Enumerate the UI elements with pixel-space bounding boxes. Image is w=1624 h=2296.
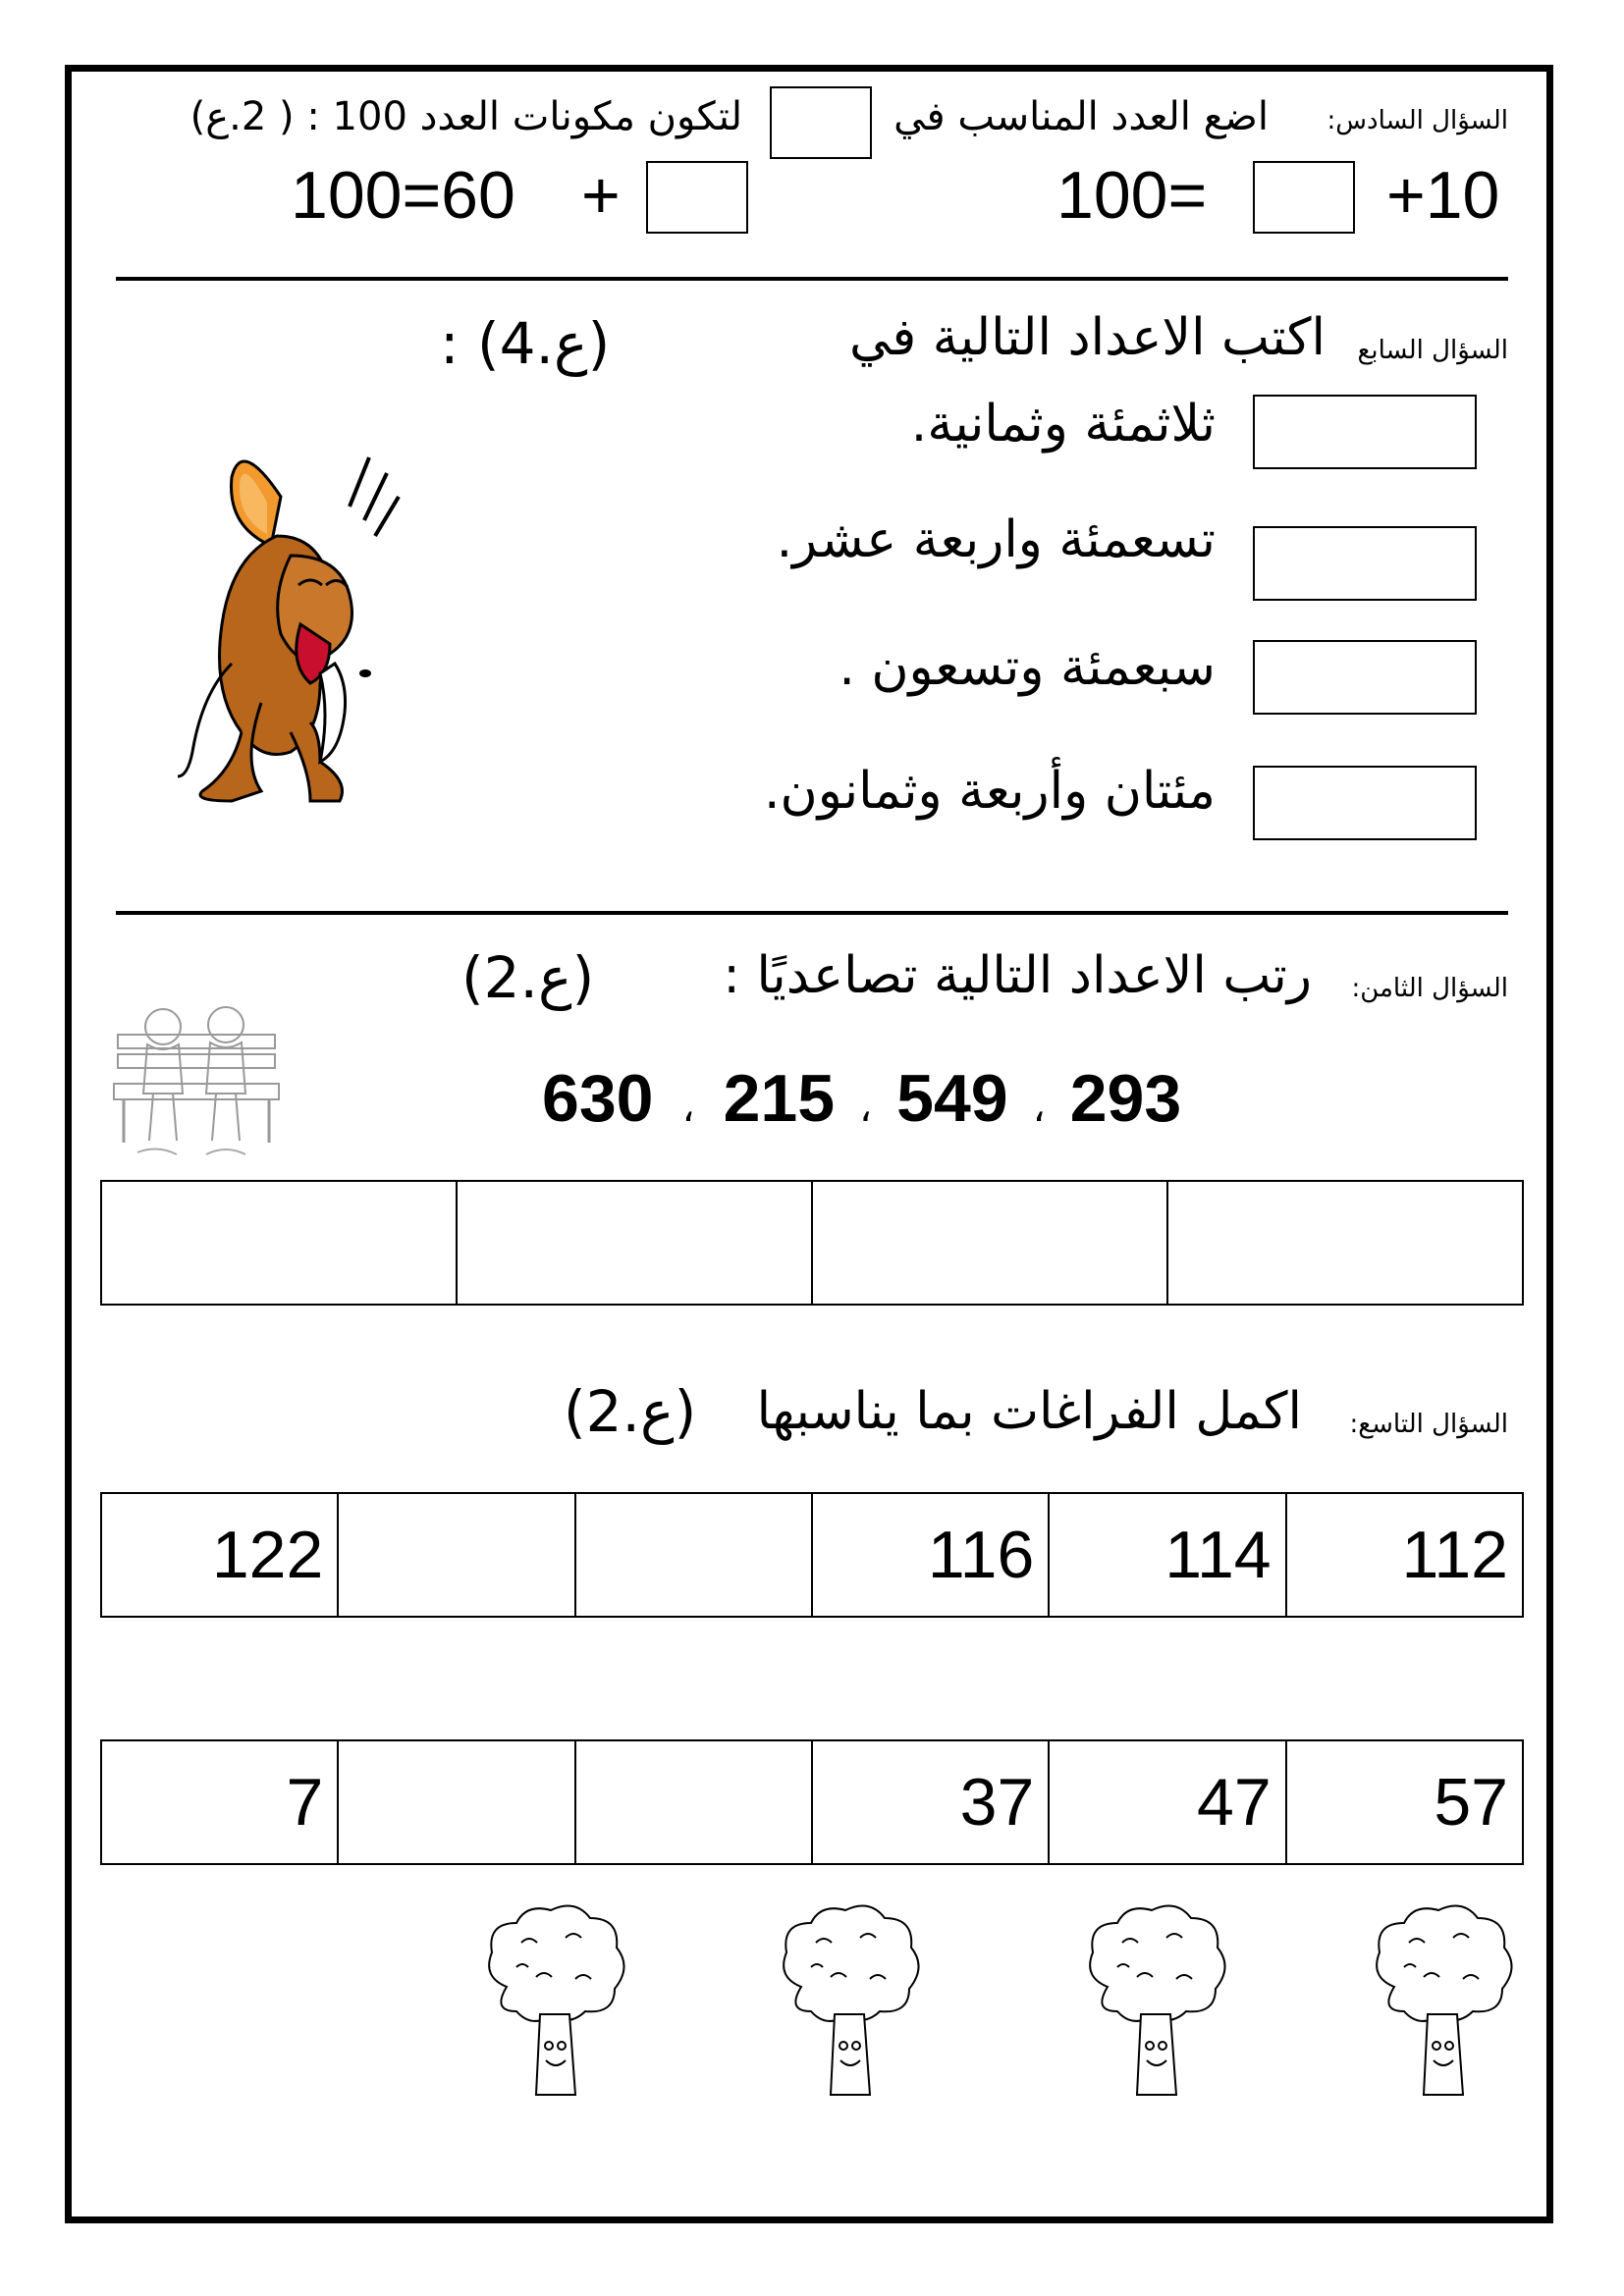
q9-row2-value: 7: [286, 1765, 324, 1840]
q7-answer-box-4[interactable]: [1253, 766, 1477, 840]
q9-row2-value: 37: [959, 1765, 1035, 1840]
q6-eq1-left: 100=: [1056, 158, 1208, 233]
q6-answer-box-1[interactable]: [1253, 161, 1355, 234]
q9-row1-cell[interactable]: [811, 1494, 1048, 1616]
q8-answer-cell[interactable]: [102, 1182, 456, 1304]
q9-row1-value: 114: [1164, 1518, 1272, 1592]
q9-row2-cell[interactable]: [574, 1741, 811, 1863]
tree-icon: [1365, 1898, 1522, 2105]
q6-instruction-a: اضع العدد المناسب في: [893, 94, 1269, 139]
tree-icon: [772, 1898, 929, 2105]
q6-answer-box-top[interactable]: [770, 86, 872, 159]
q9-score: (2.ع): [564, 1378, 697, 1445]
q8-separator-1: ،: [681, 1086, 695, 1131]
q7-answer-box-2[interactable]: [1253, 526, 1477, 601]
q8-answer-cell[interactable]: [811, 1182, 1166, 1304]
q7-answer-box-1[interactable]: [1253, 395, 1477, 469]
q7-item-1: ثلاثمئة وثمانية.: [910, 395, 1216, 454]
q8-number-4: 293: [1069, 1061, 1182, 1136]
q8-instruction: رتب الاعداد التالية تصاعديًا :: [723, 946, 1312, 1005]
q9-row1-cell[interactable]: [1048, 1494, 1284, 1616]
q8-number-1: 630: [542, 1061, 654, 1136]
divider-2: [116, 911, 1508, 915]
q6-label: السؤال السادس:: [1326, 106, 1508, 135]
q9-row1-cell[interactable]: [574, 1494, 811, 1616]
q7-score: : (4.ع): [440, 310, 611, 377]
q9-row1-cell[interactable]: [102, 1494, 337, 1616]
q9-sequence-row-2: [100, 1739, 1524, 1865]
q9-row2-cell[interactable]: [1285, 1741, 1522, 1863]
q9-row2-cell[interactable]: [811, 1741, 1048, 1863]
q8-number-list: [542, 1060, 1181, 1137]
q8-answer-cell[interactable]: [1166, 1182, 1522, 1304]
q8-label: السؤال الثامن:: [1351, 974, 1508, 1003]
q7-item-3: سبعمئة وتسعون .: [839, 638, 1216, 697]
q7-answer-box-3[interactable]: [1253, 640, 1477, 715]
q6-answer-box-2[interactable]: [646, 161, 748, 234]
q9-sequence-row-1: [100, 1492, 1524, 1618]
cartoon-mouse-icon: [173, 438, 418, 830]
q9-row1-value: 116: [927, 1518, 1035, 1592]
q9-row1-value: 122: [211, 1518, 324, 1592]
q7-label: السؤال السابع: [1357, 336, 1508, 365]
tree-icon: [1078, 1898, 1235, 2105]
q6-eq2-left: 100=60: [291, 158, 515, 233]
q9-row2-cell[interactable]: [337, 1741, 573, 1863]
children-on-bench-icon: [98, 976, 295, 1168]
q7-instruction: اكتب الاعداد التالية في: [848, 308, 1326, 367]
q8-separator-3: ،: [1032, 1086, 1046, 1131]
q7-item-4: مئتان وأربعة وثمانون.: [764, 762, 1216, 821]
q7-item-2: تسعمئة واربعة عشر.: [776, 510, 1216, 569]
q9-row2-cell[interactable]: [1048, 1741, 1284, 1863]
q9-row2-value: 47: [1197, 1765, 1272, 1840]
q8-answer-cell[interactable]: [456, 1182, 811, 1304]
q6-eq2-plus: +: [581, 158, 621, 233]
q8-answer-grid: [100, 1180, 1524, 1306]
q8-number-3: 549: [896, 1061, 1008, 1136]
q9-instruction: اكمل الفراغات بما يناسبها: [756, 1382, 1302, 1441]
q9-row2-cell[interactable]: [102, 1741, 337, 1863]
q8-number-2: 215: [723, 1061, 836, 1136]
q9-row1-cell[interactable]: [337, 1494, 573, 1616]
q8-score: (2.ع): [461, 944, 595, 1011]
q9-row2-value: 57: [1434, 1765, 1508, 1840]
q8-separator-2: ،: [859, 1086, 873, 1131]
q9-row1-value: 112: [1401, 1518, 1508, 1592]
q6-eq1-right: +10: [1386, 158, 1500, 233]
q9-label: السؤال التاسع:: [1349, 1410, 1508, 1439]
tree-icon: [477, 1898, 634, 2105]
q9-row1-cell[interactable]: [1285, 1494, 1522, 1616]
divider-1: [116, 277, 1508, 281]
q6-instruction-b: لتكون مكونات العدد 100 : ( 2.ع): [189, 94, 742, 139]
